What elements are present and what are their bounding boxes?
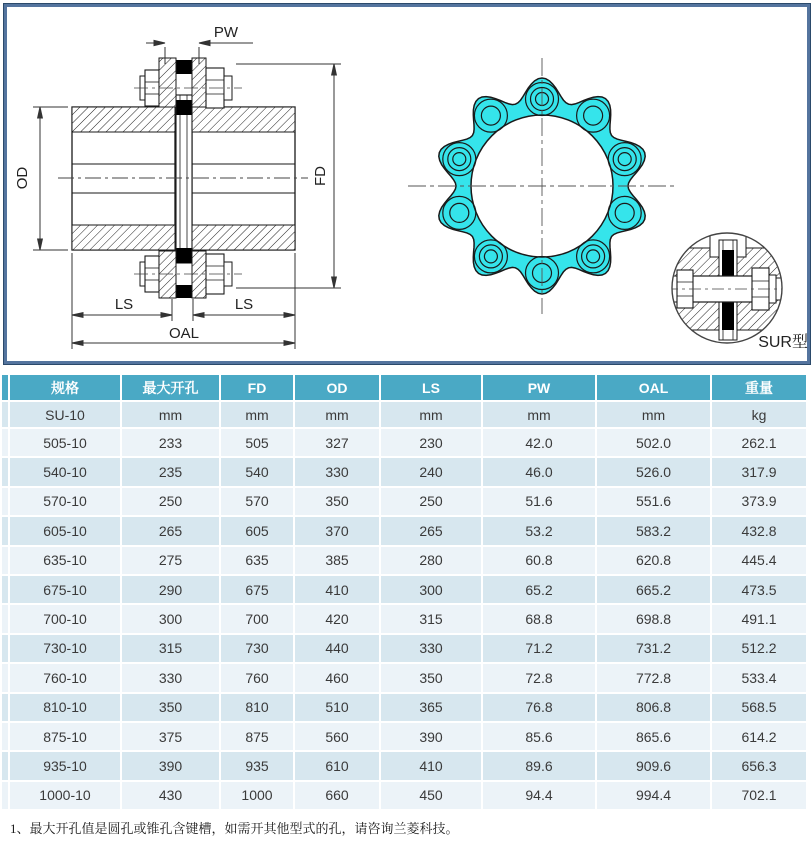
table-cell: 330 [381,635,481,662]
row-edge [2,429,8,456]
table-row [2,429,810,456]
table-cell: 250 [122,488,219,515]
table-cell: LS [381,375,481,400]
table-cell: 410 [381,752,481,779]
table-cell: 730-10 [10,635,120,662]
table-cell: 262.1 [712,429,806,456]
table-cell: 772.8 [597,664,710,691]
table-cell: 72.8 [483,664,595,691]
table-cell: 505 [221,429,293,456]
table-row [2,488,810,515]
dim-label-pw: PW [213,24,239,41]
table-cell: 410 [295,576,379,603]
row-edge [2,664,8,691]
table-cell: 460 [295,664,379,691]
table-row [2,576,810,603]
row-edge [2,458,8,485]
table-row [2,694,810,721]
table-cell: 909.6 [597,752,710,779]
table-cell: 875 [221,723,293,750]
table-cell: 526.0 [597,458,710,485]
table-cell: 300 [122,605,219,632]
table-row [2,458,810,485]
footnote: 1、最大开孔值是圆孔或锥孔含键槽，如需开其他型式的孔，请咨询兰菱科技。 [10,821,459,836]
side-section-view [58,58,308,298]
table-cell: 230 [381,429,481,456]
table-cell: 330 [295,458,379,485]
row-edge [2,488,8,515]
table-row [2,605,810,632]
table-cell: 94.4 [483,782,595,809]
table-cell: 最大开孔 [122,375,219,400]
row-edge [2,375,8,400]
table-cell: 240 [381,458,481,485]
table-cell: 760 [221,664,293,691]
table-cell: 510 [295,694,379,721]
table-cell: mm [597,402,710,427]
table-cell: 370 [295,517,379,544]
table-cell: 635-10 [10,547,120,574]
table-header-row [2,375,810,400]
table-row [2,782,810,809]
table-units-row [2,402,810,427]
table-cell: 280 [381,547,481,574]
table-cell: 390 [381,723,481,750]
row-edge [2,635,8,662]
table-cell: 810 [221,694,293,721]
table-cell: 935 [221,752,293,779]
table-cell: 512.2 [712,635,806,662]
table-cell: 875-10 [10,723,120,750]
table-cell: 42.0 [483,429,595,456]
table-cell: 51.6 [483,488,595,515]
table-cell: 265 [122,517,219,544]
table-cell: 610 [295,752,379,779]
table-cell: PW [483,375,595,400]
table-cell: 730 [221,635,293,662]
table-cell: mm [483,402,595,427]
table-cell: 375 [122,723,219,750]
table-cell: 605 [221,517,293,544]
row-edge [2,547,8,574]
table-cell: 71.2 [483,635,595,662]
table-cell: 445.4 [712,547,806,574]
table-cell: 265 [381,517,481,544]
table-cell: 605-10 [10,517,120,544]
table-cell: 700 [221,605,293,632]
table-row [2,635,810,662]
table-cell: 491.1 [712,605,806,632]
table-cell: 675-10 [10,576,120,603]
table-cell: 614.2 [712,723,806,750]
table-cell: 660 [295,782,379,809]
row-edge [2,576,8,603]
table-cell: 89.6 [483,752,595,779]
table-cell: 385 [295,547,379,574]
table-cell: 365 [381,694,481,721]
table-cell: 675 [221,576,293,603]
table-cell: 620.8 [597,547,710,574]
table-cell: 233 [122,429,219,456]
dim-label-od: OD [14,166,31,190]
technical-drawing [0,0,812,370]
table-cell: 432.8 [712,517,806,544]
table-cell: 560 [295,723,379,750]
row-edge [2,723,8,750]
table-cell: 635 [221,547,293,574]
table-cell: 700-10 [10,605,120,632]
dim-label-oal: OAL [168,325,200,342]
table-cell: 60.8 [483,547,595,574]
dim-label-fd: FD [312,166,329,186]
table-cell: 300 [381,576,481,603]
table-cell: 390 [122,752,219,779]
table-cell: mm [381,402,481,427]
table-row [2,547,810,574]
dim-label-ls-left: LS [114,296,134,313]
table-cell: 935-10 [10,752,120,779]
table-cell: 698.8 [597,605,710,632]
table-cell: 规格 [10,375,120,400]
table-cell: 46.0 [483,458,595,485]
table-cell: 68.8 [483,605,595,632]
table-cell: 583.2 [597,517,710,544]
table-cell: 76.8 [483,694,595,721]
table-cell: 330 [122,664,219,691]
table-cell: 1000-10 [10,782,120,809]
table-cell: 315 [122,635,219,662]
table-cell: mm [295,402,379,427]
detail-type-label: SUR型 [758,334,808,351]
table-cell: 350 [122,694,219,721]
table-cell: 350 [381,664,481,691]
table-cell: mm [122,402,219,427]
table-cell: kg [712,402,806,427]
table-row [2,664,810,691]
table-cell: 53.2 [483,517,595,544]
table-cell: 865.6 [597,723,710,750]
table-cell: 502.0 [597,429,710,456]
table-cell: 65.2 [483,576,595,603]
table-cell: 540-10 [10,458,120,485]
row-edge [2,402,8,427]
table-cell: 806.8 [597,694,710,721]
table-cell: 702.1 [712,782,806,809]
spec-table [2,375,810,811]
table-cell: 1000 [221,782,293,809]
table-cell: 994.4 [597,782,710,809]
table-cell: 350 [295,488,379,515]
table-cell: 450 [381,782,481,809]
table-cell: 570-10 [10,488,120,515]
table-row [2,517,810,544]
table-cell: 317.9 [712,458,806,485]
table-cell: 505-10 [10,429,120,456]
table-cell: 731.2 [597,635,710,662]
table-cell: 533.4 [712,664,806,691]
row-edge [2,605,8,632]
table-cell: 373.9 [712,488,806,515]
table-cell: mm [221,402,293,427]
row-edge [2,752,8,779]
table-cell: SU-10 [10,402,120,427]
table-cell: 327 [295,429,379,456]
row-edge [2,782,8,809]
table-cell: 656.3 [712,752,806,779]
front-view-disc [408,58,678,314]
table-cell: 420 [295,605,379,632]
row-edge [2,694,8,721]
table-cell: 250 [381,488,481,515]
table-cell: 85.6 [483,723,595,750]
table-cell: 235 [122,458,219,485]
sur-detail-view [666,233,808,351]
table-cell: 440 [295,635,379,662]
table-cell: 275 [122,547,219,574]
table-row [2,723,810,750]
table-cell: OD [295,375,379,400]
table-cell: 290 [122,576,219,603]
table-row [2,752,810,779]
table-cell: FD [221,375,293,400]
table-cell: OAL [597,375,710,400]
table-cell: 568.5 [712,694,806,721]
dim-label-ls-right: LS [234,296,254,313]
table-cell: 540 [221,458,293,485]
table-cell: 570 [221,488,293,515]
table-cell: 重量 [712,375,806,400]
table-cell: 473.5 [712,576,806,603]
row-edge [2,517,8,544]
table-cell: 810-10 [10,694,120,721]
table-cell: 430 [122,782,219,809]
table-cell: 551.6 [597,488,710,515]
table-cell: 315 [381,605,481,632]
table-cell: 665.2 [597,576,710,603]
table-cell: 760-10 [10,664,120,691]
